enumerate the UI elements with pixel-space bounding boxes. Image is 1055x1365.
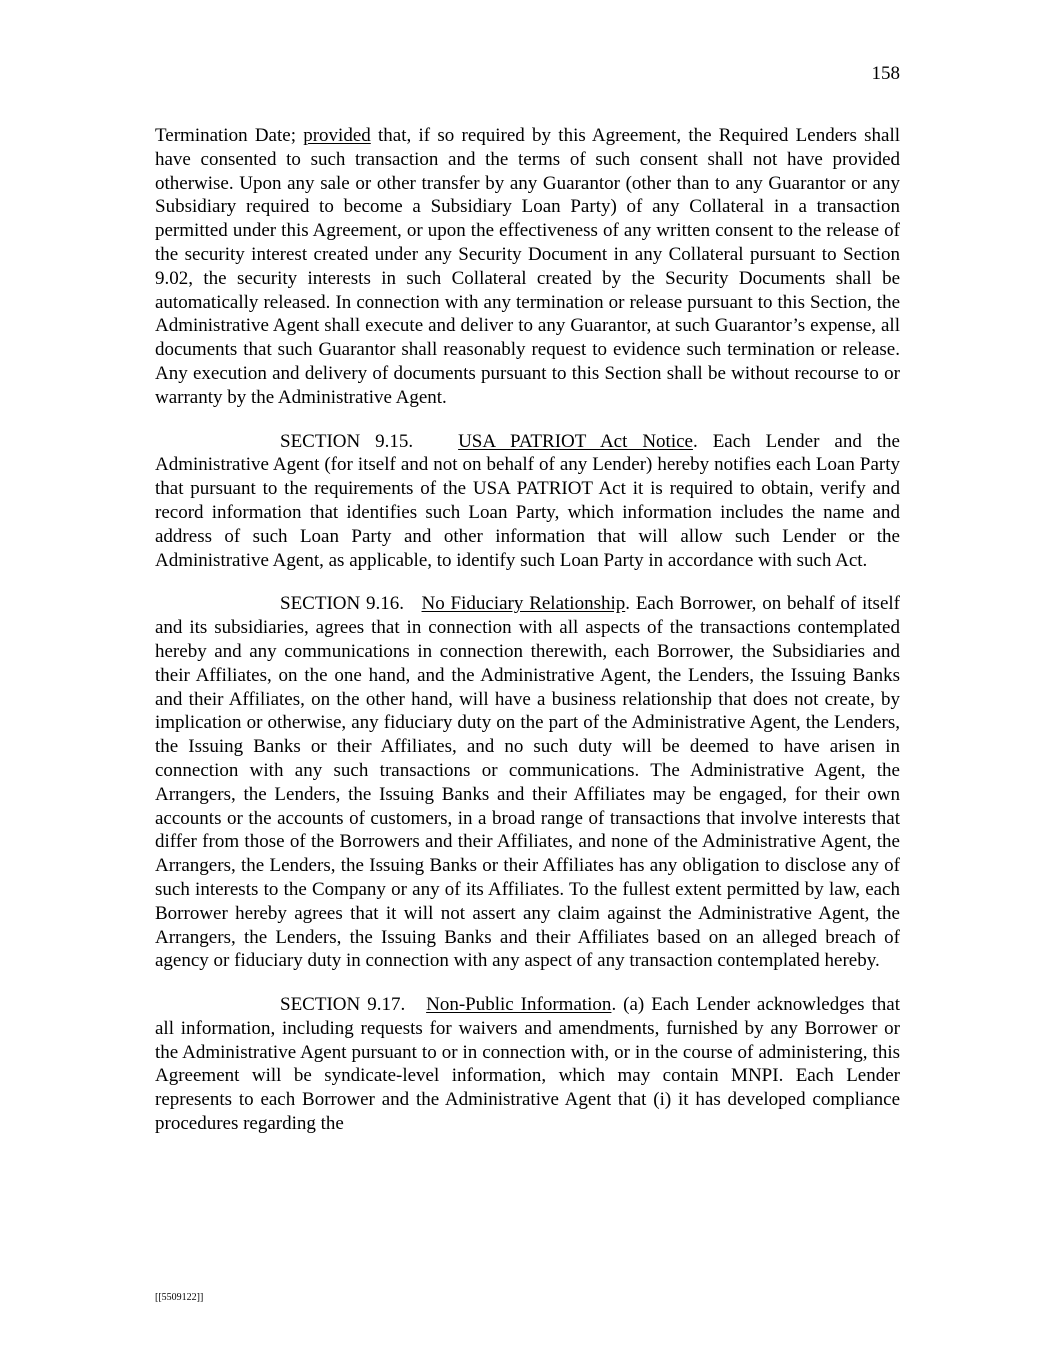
section-text: . Each Borrower, on behalf of itself and its subsidiaries, agrees that in connection with all aspects of the transactions contemplated hereby and any communications in connection therewith, each Borrower, the Subsidiaries and their Affiliates, on the one hand, and the Administrative Agent, the Lenders, the Issuing Banks and their Affiliates, on the other hand, will have a business relationship that does not create, by implication or otherwise, any fiduciary duty on the part of the Administrative Agent, the Lenders, the Issuing Banks or their Affiliates, and no such duty will be deemed to have arisen in connection with any such transactions or communications. The Administrative Agent, the Arrangers, the Lenders, the Issuing Banks and their Affiliates may be engaged, for their own accounts or the accounts of customers, in a broad range of transactions that involve interests that differ from those of the Borrowers and their Affiliates, and none of the Administrative Agent, the Arrangers, the Lenders, the Issuing Banks or their Affiliates has any obligation to disclose any of such interests to the Company or any of its Affiliates. To the fullest extent permitted by law, each Borrower hereby agrees that it will not assert any claim against the Administrative Agent, the Arrangers, the Lenders, the Issuing Banks and their Affiliates based on an alleged breach of agency or fiduciary duty in connection with any aspect of any transaction contemplated hereby. (155, 593, 900, 972)
page-number: 158 (871, 63, 900, 84)
section-heading: USA PATRIOT Act Notice (458, 430, 693, 452)
section-heading: Non-Public Information (426, 994, 612, 1016)
section-9-16 (155, 592, 900, 973)
section-number: SECTION 9.17. (280, 994, 406, 1016)
section-heading: No Fiduciary Relationship (421, 593, 626, 615)
paragraph-termination-release (155, 124, 900, 410)
paragraph-text: Termination Date; (155, 125, 304, 146)
paragraph-text: that, if so required by this Agreement, the Required Lenders shall have consented to such transaction and the terms of such consent shall not have provided otherwise. Upon any sale or other transfer by any Guarantor (other than to any Guarantor or any Subsidiary required to become a Subsidiary Loan Party) of any Collateral in a transaction permitted under this Agreement, or upon the effectiveness of any written consent to the release of the security interest created under any Security Document in any Collateral pursuant to Section 9.02, the security interests in such Collateral created by the Security Documents shall be automatically released. In connection with any termination or release pursuant to this Section, the Administrative Agent shall execute and deliver to any Guarantor, at such Guarantor’s expense, all documents that such Guarantor shall reasonably request to evidence such termination or release. Any execution and delivery of documents pursuant to this Section shall be without recourse to or warranty by the Administrative Agent. (155, 125, 900, 408)
provided-term: provided (303, 125, 371, 146)
section-number: SECTION 9.16. (280, 593, 405, 615)
section-9-15 (155, 430, 900, 573)
document-body (155, 124, 900, 1156)
section-text: . (a) Each Lender acknowledges that all information, including requests for waivers and amendments, furnished by any Borrower or the Administrative Agent pursuant to or in connection with, or in the course of administering, this Agreement will be syndicate-level information, which may contain MNPI. Each Lender represents to each Borrower and the Administrative Agent that (i) it has developed compliance procedures regarding the (155, 994, 900, 1135)
section-text: . Each Lender and the Administrative Agent (for itself and not on behalf of any Lender) hereby notifies each Loan Party that pursuant to the requirements of the USA PATRIOT Act it is required to obtain, verify and record information that identifies such Loan Party, which information includes the name and address of such Loan Party and other information that will allow such Lender or the Administrative Agent, as applicable, to identify such Loan Party in accordance with such Act. (155, 430, 900, 571)
section-9-17 (155, 993, 900, 1136)
section-number: SECTION 9.15. (280, 430, 414, 452)
document-id-footer: [[5509122]] (155, 1292, 204, 1303)
